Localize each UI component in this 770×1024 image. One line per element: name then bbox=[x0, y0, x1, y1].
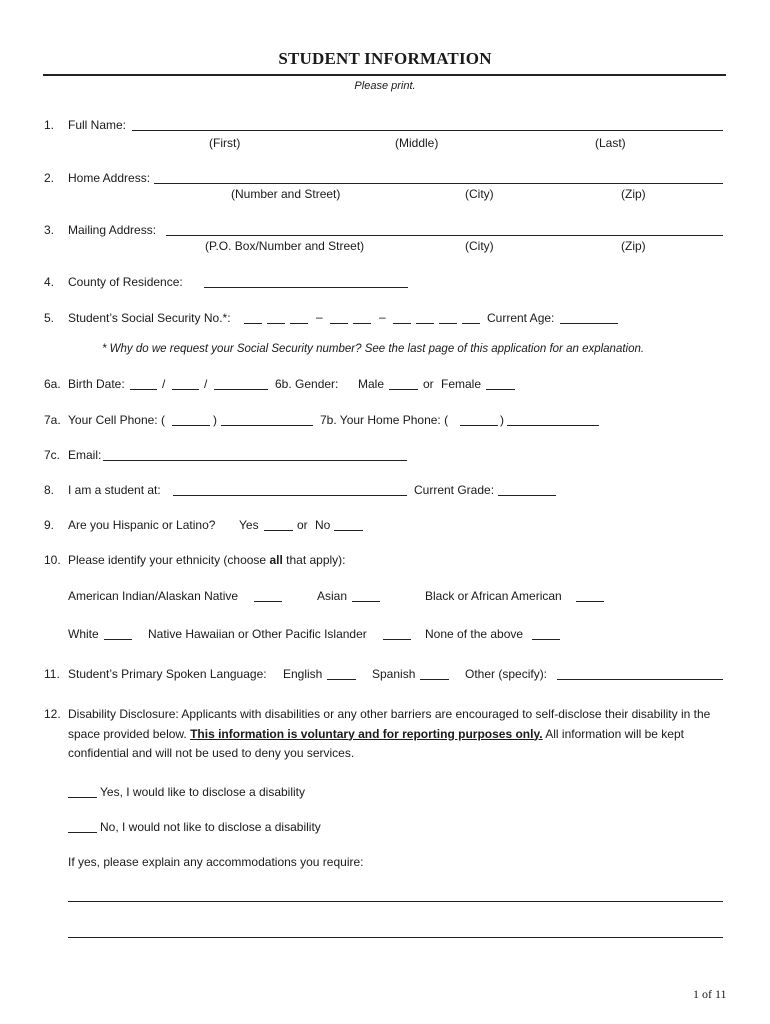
ssn-digit-field[interactable] bbox=[462, 323, 480, 324]
q3-number: 3. bbox=[44, 223, 55, 237]
q11-number: 11. bbox=[44, 667, 60, 681]
none-label: None of the above bbox=[425, 627, 524, 641]
city-caption: (City) bbox=[465, 239, 494, 253]
cell-area-code-field[interactable] bbox=[172, 425, 210, 426]
language-label: Student’s Primary Spoken Language: bbox=[68, 667, 267, 681]
first-caption: (First) bbox=[209, 136, 241, 150]
white-field[interactable] bbox=[104, 639, 132, 640]
hawaiian-field[interactable] bbox=[383, 639, 411, 640]
english-field[interactable] bbox=[327, 679, 356, 680]
close-paren: ) bbox=[500, 413, 504, 427]
ssn-digit-field[interactable] bbox=[416, 323, 434, 324]
american-indian-field[interactable] bbox=[254, 601, 282, 602]
grade-field[interactable] bbox=[498, 495, 556, 496]
home-area-code-field[interactable] bbox=[460, 425, 498, 426]
ssn-digit-field[interactable] bbox=[353, 323, 371, 324]
school-label: I am a student at: bbox=[68, 483, 161, 497]
q4-number: 4. bbox=[44, 275, 55, 289]
last-caption: (Last) bbox=[595, 136, 626, 150]
accommodations-line-1[interactable] bbox=[68, 901, 723, 902]
none-field[interactable] bbox=[532, 639, 560, 640]
q10-number: 10. bbox=[44, 553, 61, 567]
male-field[interactable] bbox=[389, 389, 418, 390]
female-label: Female bbox=[441, 377, 482, 391]
english-label: English bbox=[283, 667, 323, 681]
disclose-no-field[interactable] bbox=[68, 832, 97, 833]
q7c-number: 7c. bbox=[44, 448, 61, 462]
q6-number: 6a. bbox=[44, 377, 61, 391]
q4-label: County of Residence: bbox=[68, 275, 183, 289]
ssn-digit-field[interactable] bbox=[267, 323, 285, 324]
black-field[interactable] bbox=[576, 601, 604, 602]
or-label: or bbox=[423, 377, 434, 391]
disclose-yes-label: Yes, I would like to disclose a disability bbox=[100, 785, 305, 799]
q8-number: 8. bbox=[44, 483, 55, 497]
cell-phone-field[interactable] bbox=[221, 425, 313, 426]
hispanic-no-field[interactable] bbox=[334, 530, 363, 531]
middle-caption: (Middle) bbox=[395, 136, 439, 150]
black-label: Black or African American bbox=[425, 589, 562, 603]
page-number: 1 of 11 bbox=[693, 987, 727, 1001]
other-language-label: Other (specify): bbox=[465, 667, 548, 681]
ssn-digit-field[interactable] bbox=[244, 323, 262, 324]
home-phone-label: 7b. Your Home Phone: ( bbox=[320, 413, 449, 427]
close-paren: ) bbox=[213, 413, 217, 427]
grade-label: Current Grade: bbox=[414, 483, 495, 497]
ssn-dash: – bbox=[379, 310, 386, 324]
county-field[interactable] bbox=[204, 287, 408, 288]
zip-caption: (Zip) bbox=[621, 239, 646, 253]
male-label: Male bbox=[358, 377, 385, 391]
accommodations-line-2[interactable] bbox=[68, 937, 723, 938]
q1-number: 1. bbox=[44, 118, 55, 132]
accommodations-label: If yes, please explain any accommodations you require: bbox=[68, 855, 364, 869]
home-address-field[interactable] bbox=[154, 183, 723, 184]
disability-disclosure-text: Disability Disclosure: Applicants with disabilities or any other barriers are encouraged to self-disclose their disability in the space provided below. This information is voluntary and for reporting purposes only. All information will be kept confidential and will not be used to deny you services. bbox=[68, 707, 711, 760]
school-field[interactable] bbox=[173, 495, 407, 496]
other-language-field[interactable] bbox=[557, 679, 723, 680]
ssn-digit-field[interactable] bbox=[290, 323, 308, 324]
ssn-explanation-note: * Why do we request your Social Security number? See the last page of this application for an explanation. bbox=[102, 343, 645, 355]
zip-caption: (Zip) bbox=[621, 187, 646, 201]
hispanic-label: Are you Hispanic or Latino? bbox=[68, 518, 216, 532]
current-age-label: Current Age: bbox=[487, 311, 555, 325]
birth-day-field[interactable] bbox=[172, 389, 199, 390]
q5-label: Student’s Social Security No.*: bbox=[68, 311, 231, 325]
asian-field[interactable] bbox=[352, 601, 380, 602]
birth-date-label: Birth Date: bbox=[68, 377, 125, 391]
current-age-field[interactable] bbox=[560, 323, 618, 324]
disclose-no-label: No, I would not like to disclose a disability bbox=[100, 820, 321, 834]
asian-label: Asian bbox=[317, 589, 348, 603]
gender-label: 6b. Gender: bbox=[275, 377, 339, 391]
q5-number: 5. bbox=[44, 311, 55, 325]
yes-label: Yes bbox=[239, 518, 259, 532]
page-subtitle: Please print. bbox=[354, 80, 416, 92]
city-caption: (City) bbox=[465, 187, 494, 201]
ssn-digit-field[interactable] bbox=[439, 323, 457, 324]
ssn-digit-field[interactable] bbox=[330, 323, 348, 324]
ethnicity-label: Please identify your ethnicity (choose all that apply): bbox=[68, 553, 346, 567]
q1-label: Full Name: bbox=[68, 118, 127, 132]
or-label: or bbox=[297, 518, 308, 532]
birth-month-field[interactable] bbox=[130, 389, 157, 390]
full-name-field[interactable] bbox=[132, 130, 723, 131]
date-slash: / bbox=[204, 377, 208, 391]
title-divider bbox=[43, 74, 726, 76]
american-indian-label: American Indian/Alaskan Native bbox=[68, 589, 239, 603]
disclose-yes-field[interactable] bbox=[68, 797, 97, 798]
date-slash: / bbox=[162, 377, 166, 391]
ssn-dash: – bbox=[316, 310, 323, 324]
q9-number: 9. bbox=[44, 518, 55, 532]
no-label: No bbox=[315, 518, 331, 532]
home-phone-field[interactable] bbox=[507, 425, 599, 426]
mailing-address-field[interactable] bbox=[166, 235, 723, 236]
q7-number: 7a. bbox=[44, 413, 61, 427]
email-field[interactable] bbox=[103, 460, 407, 461]
ssn-digit-field[interactable] bbox=[393, 323, 411, 324]
white-label: White bbox=[68, 627, 99, 641]
spanish-label: Spanish bbox=[372, 667, 416, 681]
female-field[interactable] bbox=[486, 389, 515, 390]
q2-label: Home Address: bbox=[68, 171, 151, 185]
page-title: STUDENT INFORMATION bbox=[278, 49, 492, 68]
email-label: Email: bbox=[68, 448, 102, 462]
spanish-field[interactable] bbox=[420, 679, 449, 680]
hispanic-yes-field[interactable] bbox=[264, 530, 293, 531]
street-caption: (Number and Street) bbox=[231, 187, 341, 201]
cell-phone-label: Your Cell Phone: ( bbox=[68, 413, 165, 427]
birth-year-field[interactable] bbox=[214, 389, 268, 390]
hawaiian-label: Native Hawaiian or Other Pacific Islander bbox=[148, 627, 367, 641]
pobox-caption: (P.O. Box/Number and Street) bbox=[205, 239, 365, 253]
q3-label: Mailing Address: bbox=[68, 223, 157, 237]
q2-number: 2. bbox=[44, 171, 55, 185]
q12-number: 12. bbox=[44, 707, 61, 721]
